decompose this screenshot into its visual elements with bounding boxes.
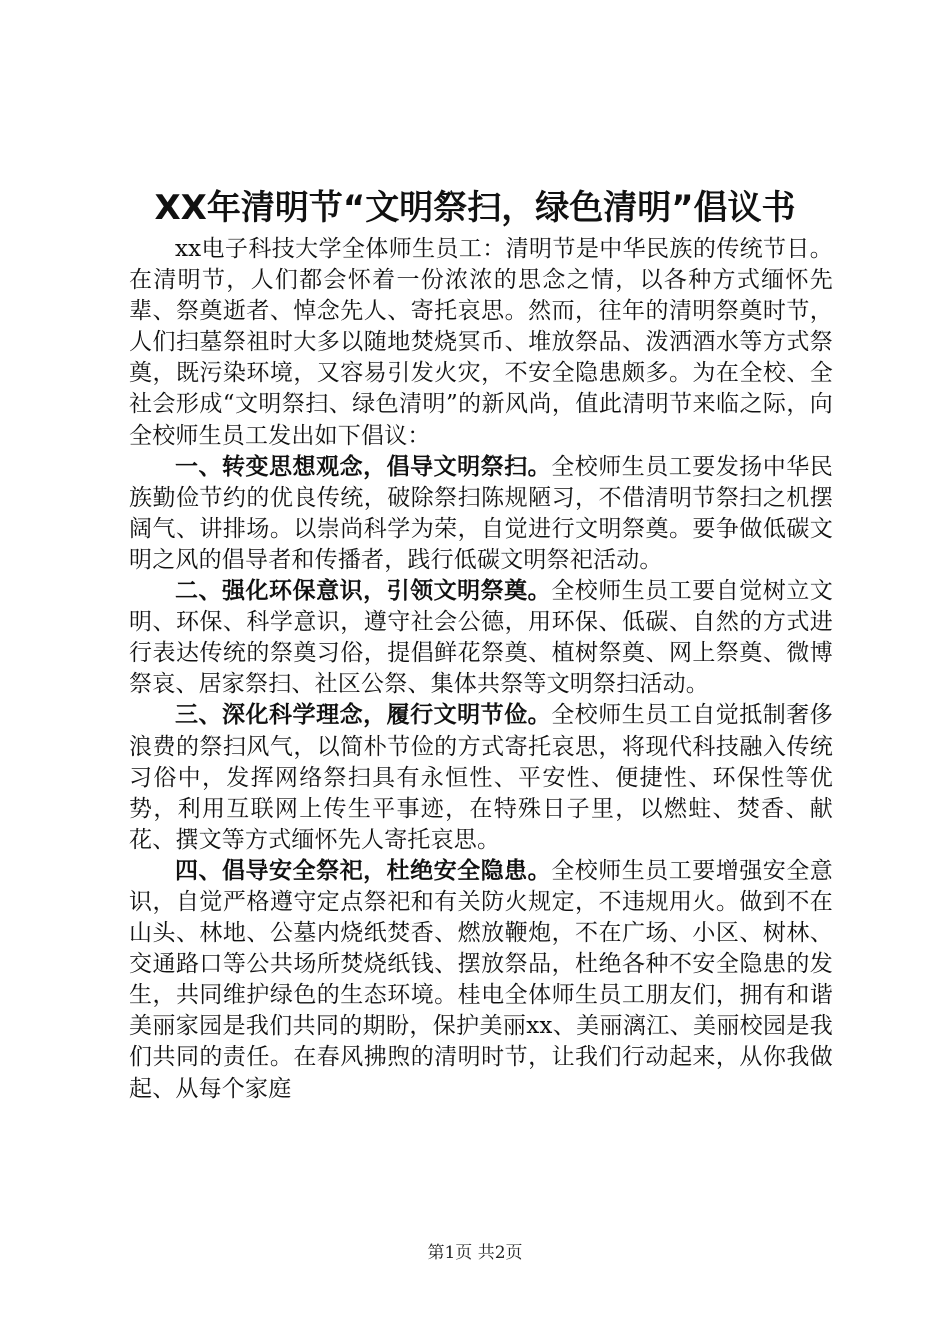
section-heading-2: 二、强化环保意识，引领文明祭奠。 [175, 578, 552, 605]
page-footer: 第1页 共2页 [427, 1243, 523, 1263]
section-text-3: 全校师生员工自觉抵制奢侈浪费的祭扫风气，以简朴节俭的方式寄托哀思，将现代科技融入传统习俗中，发挥网络祭扫具有永恒性、平安性、便捷性、环保性等优势，利用互联网上传生平事迹，在特殊日子里，以燃蛀、焚香、献花、撰文等方式缅怀先人寄托哀思。 [129, 702, 834, 853]
document-title: XX年清明节“文明祭扫，绿色清明”倡议书 [154, 188, 796, 228]
section-paragraph-1 [129, 452, 833, 576]
section-text-4: 全校师生员工要增强安全意识，自觉严格遵守定点祭祀和有关防火规定，不违规用火。做到不在山头、林地、公墓内烧纸焚香、燃放鞭炮，不在广场、小区、树林、交通路口等公共场所焚烧纸钱、摆放祭品，杜绝各种不安全隐患的发生，共同维护绿色的生态环境。桂电全体师生员工朋友们，拥有和谐美丽家园是我们共同的期盼，保护美丽xx、美丽漓江、美丽校园是我们共同的责任。在春风拂煦的清明时节，让我们行动起来，从你我做起、从每个家庭 [129, 857, 834, 1102]
section-heading-3: 三、深化科学理念，履行文明节俭。 [175, 702, 552, 729]
section-paragraph-4 [129, 856, 833, 1105]
intro-paragraph [129, 234, 833, 452]
section-heading-1: 一、转变思想观念，倡导文明祭扫。 [175, 453, 552, 480]
section-text-1: 全校师生员工要发扬中华民族勤俭节约的优良传统，破除祭扫陈规陋习，不借清明节祭扫之机摆阔气、讲排场。以崇尚科学为荣，自觉进行文明祭奠。要争做低碳文明之风的倡导者和传播者，践行低碳文明祭祀活动。 [129, 453, 834, 573]
document-body [129, 234, 833, 1105]
section-text-2: 全校师生员工要自觉树立文明、环保、科学意识，遵守社会公德，用环保、低碳、自然的方式进行表达传统的祭奠习俗，提倡鲜花祭奠、植树祭奠、网上祭奠、微博祭哀、居家祭扫、社区公祭、集体共祭等文明祭扫活动。 [129, 578, 834, 698]
section-paragraph-2 [129, 576, 833, 700]
section-paragraph-3 [129, 700, 833, 855]
intro-text: xx电子科技大学全体师生员工：清明节是中华民族的传统节日。在清明节，人们都会怀着一份浓浓的思念之情，以各种方式缅怀先辈、祭奠逝者、悼念先人、寄托哀思。然而，往年的清明祭奠时节，人们扫墓祭祖时大多以随地焚烧冥币、堆放祭品、泼洒酒水等方式祭奠，既污染环境，又容易引发火灾，不安全隐患颇多。为在全校、全社会形成“文明祭扫、绿色清明”的新风尚，值此清明节来临之际，向全校师生员工发出如下倡议： [129, 236, 833, 449]
section-heading-4: 四、倡导安全祭祀，杜绝安全隐患。 [175, 857, 552, 884]
